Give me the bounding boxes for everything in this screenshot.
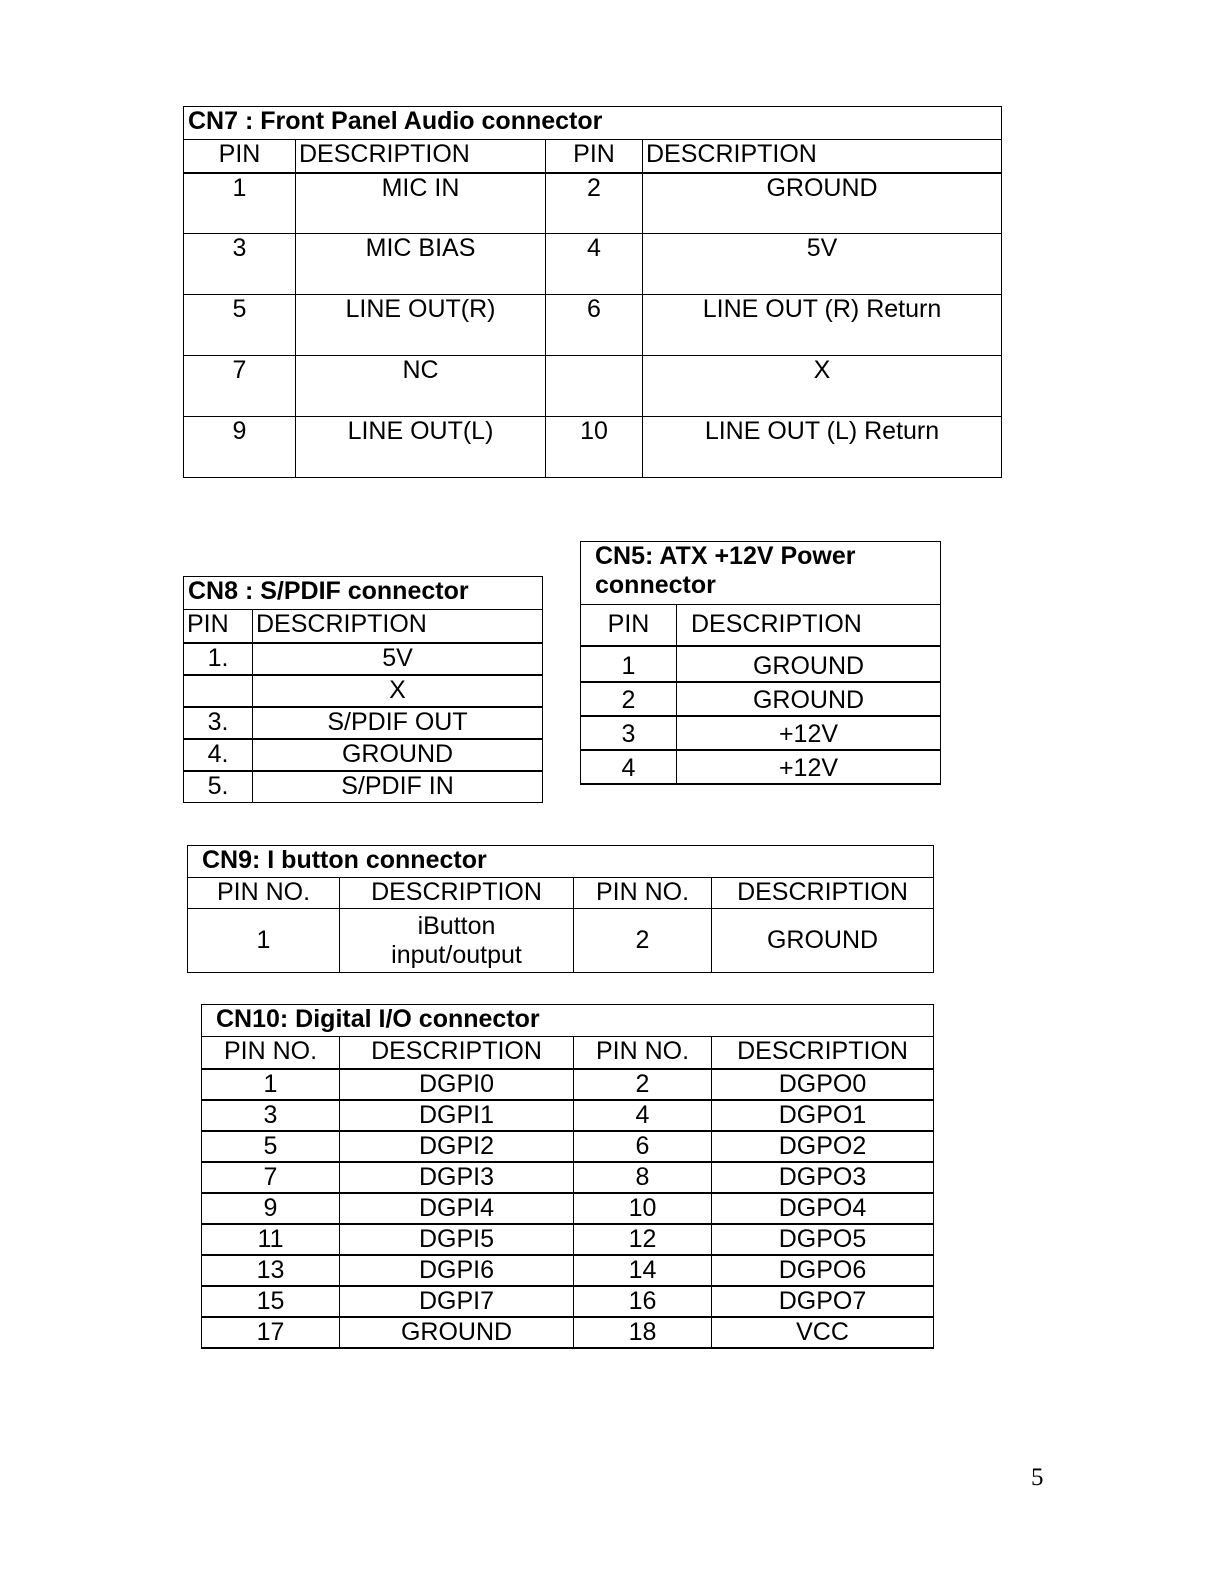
table-row bbox=[184, 356, 1002, 417]
description-cell: DGPI3 bbox=[340, 1162, 574, 1193]
cn7-header-description: DESCRIPTION bbox=[296, 140, 546, 173]
description-line: iButton bbox=[417, 911, 496, 940]
cn8-table bbox=[183, 576, 543, 803]
page-number: 5 bbox=[1031, 1464, 1044, 1491]
table-row bbox=[202, 1255, 934, 1286]
pin-cell: 17 bbox=[202, 1317, 340, 1348]
cn8-title: CN8 : S/PDIF connector bbox=[184, 577, 543, 610]
description-cell: LINE OUT(L) bbox=[296, 417, 546, 478]
table-row bbox=[202, 1069, 934, 1100]
pin-cell: 2 bbox=[574, 1069, 712, 1100]
pin-cell: 4. bbox=[184, 739, 253, 771]
description-cell: GROUND bbox=[677, 646, 941, 682]
pin-cell: 3 bbox=[581, 716, 677, 750]
table-row bbox=[202, 1286, 934, 1317]
description-cell: S/PDIF IN bbox=[253, 771, 543, 803]
description-cell: 5V bbox=[643, 234, 1002, 295]
pin-cell: 7 bbox=[202, 1162, 340, 1193]
cn8-header-description: DESCRIPTION bbox=[253, 610, 543, 643]
table-row bbox=[184, 643, 543, 675]
cn10-header-pin-no: PIN NO. bbox=[574, 1037, 712, 1069]
description-cell: GROUND bbox=[340, 1317, 574, 1348]
pin-cell: 13 bbox=[202, 1255, 340, 1286]
description-cell: GROUND bbox=[712, 909, 934, 973]
table-row bbox=[581, 750, 941, 784]
cn10-header-description: DESCRIPTION bbox=[340, 1037, 574, 1069]
pin-cell: 4 bbox=[546, 234, 643, 295]
table-row bbox=[202, 1162, 934, 1193]
cn9-title: CN9: I button connector bbox=[188, 846, 934, 878]
pin-cell: 10 bbox=[574, 1193, 712, 1224]
pin-cell: 2 bbox=[581, 682, 677, 716]
description-cell: DGPO4 bbox=[712, 1193, 934, 1224]
cn9-header-description: DESCRIPTION bbox=[712, 878, 934, 909]
cn7-title: CN7 : Front Panel Audio connector bbox=[184, 107, 1002, 140]
cn5-header-description: DESCRIPTION bbox=[677, 605, 941, 646]
pin-cell: 14 bbox=[574, 1255, 712, 1286]
description-cell: DGPI4 bbox=[340, 1193, 574, 1224]
pin-cell: 7 bbox=[184, 356, 296, 417]
cn5-title bbox=[581, 542, 941, 605]
cn10-table bbox=[201, 1004, 934, 1349]
table-row bbox=[184, 707, 543, 739]
description-cell: DGPO1 bbox=[712, 1100, 934, 1131]
description-cell: 5V bbox=[253, 643, 543, 675]
pin-cell: 1 bbox=[202, 1069, 340, 1100]
table-row bbox=[184, 234, 1002, 295]
table-row bbox=[202, 1317, 934, 1348]
description-cell: DGPO0 bbox=[712, 1069, 934, 1100]
description-cell: X bbox=[643, 356, 1002, 417]
pin-cell: 9 bbox=[184, 417, 296, 478]
pin-cell: 15 bbox=[202, 1286, 340, 1317]
cn9-header-description: DESCRIPTION bbox=[340, 878, 574, 909]
description-cell: DGPO5 bbox=[712, 1224, 934, 1255]
table-row bbox=[202, 1100, 934, 1131]
description-cell: GROUND bbox=[643, 173, 1002, 234]
table-row bbox=[202, 1131, 934, 1162]
table-row bbox=[184, 295, 1002, 356]
table-row bbox=[202, 1193, 934, 1224]
cn5-header-pin: PIN bbox=[581, 605, 677, 646]
description-cell: DGPI6 bbox=[340, 1255, 574, 1286]
cn5-table bbox=[580, 541, 941, 785]
pin-cell: 6 bbox=[546, 295, 643, 356]
table-row bbox=[184, 739, 543, 771]
table-row bbox=[184, 771, 543, 803]
description-cell: DGPO7 bbox=[712, 1286, 934, 1317]
pin-cell: 3. bbox=[184, 707, 253, 739]
description-line: input/output bbox=[391, 940, 522, 969]
pin-cell: 4 bbox=[574, 1100, 712, 1131]
pin-cell: 12 bbox=[574, 1224, 712, 1255]
cn9-table bbox=[187, 845, 934, 973]
description-cell: +12V bbox=[677, 750, 941, 784]
description-cell: DGPI1 bbox=[340, 1100, 574, 1131]
pin-cell: 3 bbox=[202, 1100, 340, 1131]
description-cell: DGPI2 bbox=[340, 1131, 574, 1162]
cn9-header-pin-no: PIN NO. bbox=[574, 878, 712, 909]
table-row bbox=[581, 716, 941, 750]
pin-cell: 3 bbox=[184, 234, 296, 295]
description-cell: VCC bbox=[712, 1317, 934, 1348]
cn10-title: CN10: Digital I/O connector bbox=[202, 1005, 934, 1037]
description-cell: LINE OUT (R) Return bbox=[643, 295, 1002, 356]
description-cell: NC bbox=[296, 356, 546, 417]
cn10-header-pin-no: PIN NO. bbox=[202, 1037, 340, 1069]
description-cell: DGPO2 bbox=[712, 1131, 934, 1162]
pin-cell bbox=[546, 356, 643, 417]
table-row bbox=[184, 417, 1002, 478]
table-row bbox=[184, 675, 543, 707]
pin-cell: 9 bbox=[202, 1193, 340, 1224]
description-cell: GROUND bbox=[677, 682, 941, 716]
pin-cell: 5. bbox=[184, 771, 253, 803]
cn8-header-pin: PIN bbox=[184, 610, 253, 643]
pin-cell: 11 bbox=[202, 1224, 340, 1255]
pin-cell: 10 bbox=[546, 417, 643, 478]
cn10-header-description: DESCRIPTION bbox=[712, 1037, 934, 1069]
cn7-table bbox=[183, 106, 1002, 478]
description-cell: DGPI0 bbox=[340, 1069, 574, 1100]
pin-cell: 18 bbox=[574, 1317, 712, 1348]
description-cell: MIC BIAS bbox=[296, 234, 546, 295]
table-row bbox=[202, 1224, 934, 1255]
description-cell: LINE OUT(R) bbox=[296, 295, 546, 356]
description-cell: GROUND bbox=[253, 739, 543, 771]
cn7-header-pin: PIN bbox=[184, 140, 296, 173]
table-row bbox=[188, 909, 934, 973]
pin-cell: 4 bbox=[581, 750, 677, 784]
pin-cell: 6 bbox=[574, 1131, 712, 1162]
description-cell: DGPO6 bbox=[712, 1255, 934, 1286]
description-cell: +12V bbox=[677, 716, 941, 750]
pin-cell: 2 bbox=[546, 173, 643, 234]
description-cell: X bbox=[253, 675, 543, 707]
cn5-title-line1: CN5: ATX +12V Power bbox=[595, 542, 856, 570]
cn7-header-pin: PIN bbox=[546, 140, 643, 173]
cn5-title-line2: connector bbox=[595, 570, 716, 599]
cn9-header-pin-no: PIN NO. bbox=[188, 878, 340, 909]
table-row bbox=[581, 682, 941, 716]
description-cell: DGPI7 bbox=[340, 1286, 574, 1317]
pin-cell: 1 bbox=[581, 646, 677, 682]
description-cell: S/PDIF OUT bbox=[253, 707, 543, 739]
pin-cell: 5 bbox=[184, 295, 296, 356]
pin-cell: 5 bbox=[202, 1131, 340, 1162]
description-cell: LINE OUT (L) Return bbox=[643, 417, 1002, 478]
description-cell: DGPO3 bbox=[712, 1162, 934, 1193]
description-cell: DGPI5 bbox=[340, 1224, 574, 1255]
pin-cell: 8 bbox=[574, 1162, 712, 1193]
pin-cell: 2 bbox=[574, 909, 712, 973]
pin-cell: 16 bbox=[574, 1286, 712, 1317]
pin-cell: 1 bbox=[184, 173, 296, 234]
table-row bbox=[581, 646, 941, 682]
description-cell bbox=[340, 909, 574, 973]
cn7-header-description: DESCRIPTION bbox=[643, 140, 1002, 173]
description-cell: MIC IN bbox=[296, 173, 546, 234]
pin-cell bbox=[184, 675, 253, 707]
pin-cell: 1 bbox=[188, 909, 340, 973]
table-row bbox=[184, 173, 1002, 234]
pin-cell: 1. bbox=[184, 643, 253, 675]
